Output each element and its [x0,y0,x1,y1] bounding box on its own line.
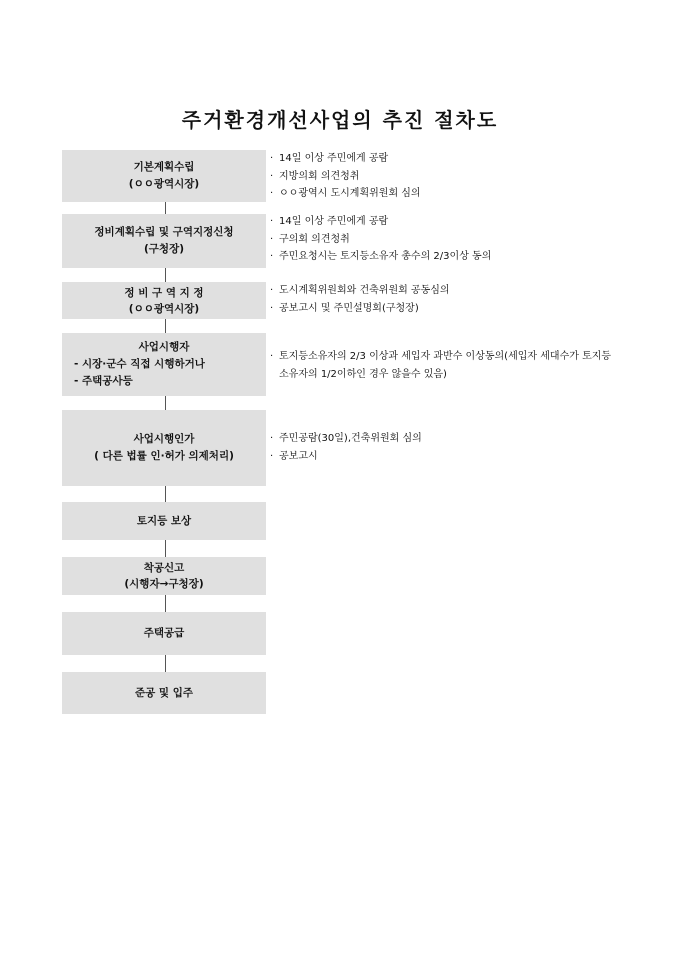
note-item: · 공보고시 [270,450,318,462]
step-construction-report [62,557,266,595]
flow-connector [165,655,166,672]
step-zone-designation [62,282,266,319]
note-item: · 공보고시 및 주민설명회(구청장) [270,302,419,314]
note-item: · 주민공람(30일),건축위원회 심의 [270,433,422,444]
step-line: 사업시행자 [138,341,190,353]
step-notes-basic-plan [270,150,615,203]
step-line: 기본계획수립 [133,161,195,173]
step-maintenance-plan [62,214,266,268]
step-line: 주택공급 [143,627,185,639]
note-item: · 지방의회 의견청취 [270,170,360,182]
step-line: - 주택공사등 [74,375,133,387]
flow-connector [165,540,166,557]
step-line: (ㅇㅇ광역시장) [128,178,200,190]
note-item: · 도시계획위원회와 건축위원회 공동심의 [270,285,450,296]
flow-connector [165,202,166,214]
step-project-operator [62,333,266,396]
step-line: (시행자→구청장) [124,578,204,590]
step-line: 사업시행인가 [133,433,195,445]
note-item: · 구의회 의견청취 [270,233,350,245]
step-land-compensation [62,502,266,540]
flow-connector [165,595,166,612]
flow-connector [165,319,166,333]
step-line: 정 비 구 역 지 정 [124,286,204,299]
step-notes-project-approval [270,430,615,465]
note-item: · 토지등소유자의 2/3 이상과 세입자 과반수 이상동의(세입자 세대수가 토지등소유자의 1/2이하인 경우 않을수 있음) [270,351,612,380]
step-line: 토지등 보상 [136,514,192,527]
page-title: 주거환경개선사업의 추진 절차도 [181,108,499,132]
flow-connector [165,396,166,410]
step-housing-supply [62,612,266,655]
step-line: - 시장·군수 직접 시행하거나 [74,358,205,370]
step-basic-plan [62,150,266,202]
step-completion-move-in [62,672,266,714]
step-notes-maintenance-plan [270,213,615,266]
step-line: 준공 및 입주 [134,686,194,699]
flow-connector [165,486,166,502]
note-item: · 14일 이상 주민에게 공람 [270,216,389,227]
step-line: (ㅇㅇ광역시장) [128,302,200,315]
step-line: (구청장) [143,243,185,255]
step-notes-project-operator [270,348,615,383]
step-project-approval [62,410,266,486]
step-line: 착공신고 [143,562,185,574]
step-line: ( 다른 법률 인·허가 의제처리) [94,450,234,462]
flow-connector [165,268,166,282]
note-item: · ㅇㅇ광역시 도시계획위원회 심의 [270,188,421,199]
note-item: · 14일 이상 주민에게 공람 [270,153,389,164]
step-line: 정비계획수립 및 구역지정신청 [94,226,234,238]
step-notes-zone-designation [270,282,615,317]
note-item: · 주민요청시는 토지등소유자 총수의 2/3이상 동의 [270,251,492,262]
